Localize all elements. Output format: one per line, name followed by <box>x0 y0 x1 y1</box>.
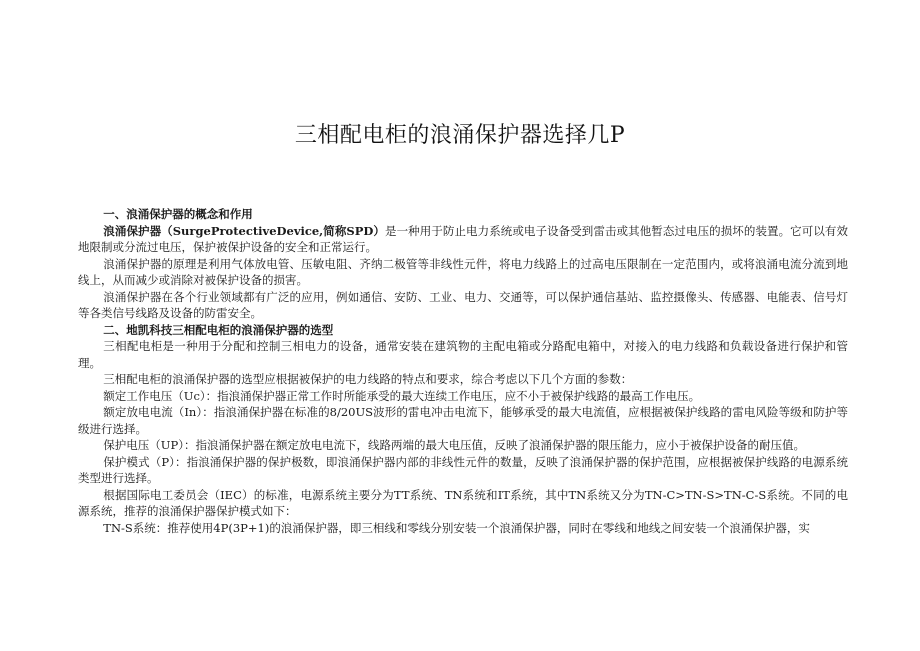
paragraph-10: 根据国际电工委员会（IEC）的标准，电源系统主要分为TT系统、TN系统和IT系统，其中TN系统又分为TN-C>TN-S>TN-C-S系统。不同的电源系统，推荐的浪涌保护器保护模式如下： <box>78 487 848 518</box>
paragraph-6: 额定工作电压（Uc）：指浪涌保护器正常工作时所能承受的最大连续工作电压，应不小于被保护线路的最高工作电压。 <box>103 388 701 403</box>
paragraph-2: 浪涌保护器的原理是利用气体放电管、压敏电阻、齐纳二极管等非线性元件，将电力线路上的过高电压限制在一定范围内，或将浪涌电流分流到地线上，从而减少或消除对被保护设备的损害。 <box>78 256 848 287</box>
document-body <box>78 206 848 536</box>
paragraph-5: 三相配电柜的浪涌保护器的选型应根据被保护的电力线路的特点和要求，综合考虑以下几个方面的参数： <box>103 372 633 386</box>
section-heading-1: 一、浪涌保护器的概念和作用 <box>103 207 253 221</box>
paragraph-1-text: 是一种用于防止电力系统或电子设备受到雷击或其他暂态过电压的损坏的装置。它可以有效地限制或分流过电压，保护被保护设备的安全和正常运行。 <box>78 223 848 254</box>
paragraph-7: 额定放电电流（In）：指浪涌保护器在标准的8/20US波形的雷电冲击电流下，能够承受的最大电流值，应根据被保护线路的雷电风险等级和防护等级进行选择。 <box>78 405 848 436</box>
paragraph-1-term: 浪涌保护器（SurgeProtectiveDevice,简称SPD） <box>103 223 385 238</box>
paragraph-3: 浪涌保护器在各个行业领域都有广泛的应用，例如通信、安防、工业、电力、交通等，可以保护通信基站、监控摄像头、传感器、电能表、信号灯等各类信号线路及设备的防雷安全。 <box>78 289 848 320</box>
paragraph-11: TN-S系统：推荐使用4P(3P+1)的浪涌保护器，即三相线和零线分别安装一个浪涌保护器，同时在零线和地线之间安装一个浪涌保护器，实 <box>103 520 810 535</box>
document-title: 三相配电柜的浪涌保护器选择几P <box>294 123 626 148</box>
paragraph-4: 三相配电柜是一种用于分配和控制三相电力的设备，通常安装在建筑物的主配电箱或分路配电箱中，对接入的电力线路和负载设备进行保护和管理。 <box>78 339 848 370</box>
section-heading-2: 二、地凯科技三相配电柜的浪涌保护器的选型 <box>103 322 334 337</box>
paragraph-8: 保护电压（UP）：指浪涌保护器在额定放电电流下，线路两端的最大电压值，反映了浪涌保护器的限压能力，应小于被保护设备的耐压值。 <box>103 438 805 452</box>
paragraph-9: 保护模式（P）：指浪涌保护器的保护极数，即浪涌保护器内部的非线性元件的数量，反映了浪涌保护器的保护范围，应根据被保护线路的电源系统类型进行选择。 <box>78 454 848 485</box>
paragraph-1 <box>78 223 848 256</box>
